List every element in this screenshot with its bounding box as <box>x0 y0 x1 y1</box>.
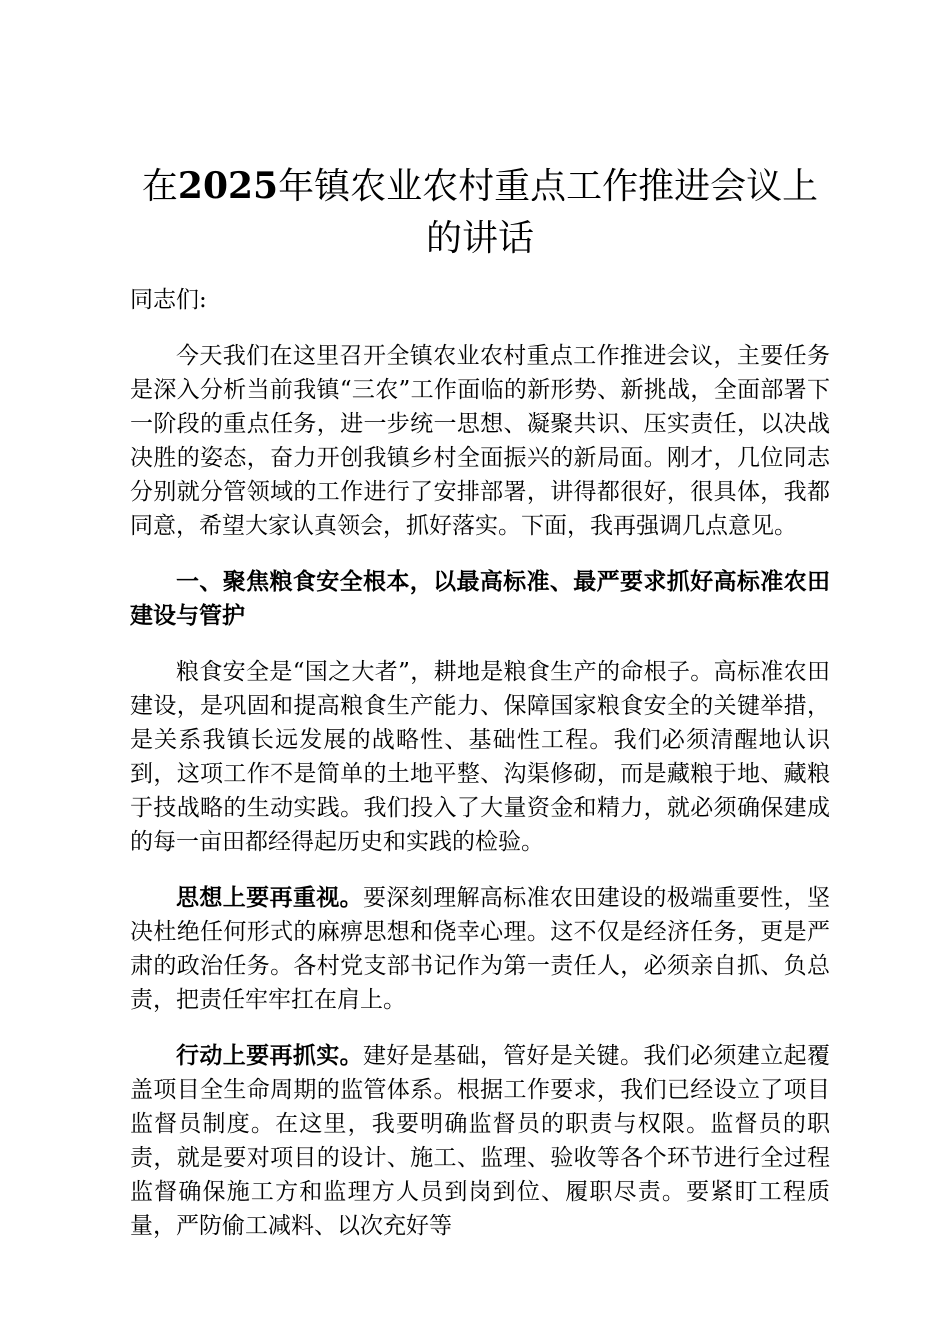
title-year: 2025 <box>177 165 279 207</box>
document-body <box>130 160 830 1265</box>
intro-paragraph: 今天我们在这里召开全镇农业农村重点工作推进会议，主要任务是深入分析当前我镇“三农”工作面临的新形势、新挑战，全面部署下一阶段的重点任务，进一步统一思想、凝聚共识、压实责任，以决战决胜的姿态，奋力开创我镇乡村全面振兴的新局面。刚才，几位同志分别就分管领域的工作进行了安排部署，讲得都很好，很具体，我都同意，希望大家认真领会，抓好落实。下面，我再强调几点意见。 <box>130 343 830 539</box>
salutation: 同志们: <box>130 287 207 313</box>
section-1-heading: 一、聚焦粮食安全根本，以最高标准、最严要求抓好高标准农田建设与管护 <box>130 568 830 629</box>
point-2-text: 建好是基础，管好是关键。我们必须建立起覆盖项目全生命周期的监管体系。根据工作要求，我们已经设立了项目监督员制度。在这里，我要明确监督员的职责与权限。监督员的职责，就是要对项目的设计、施工、监理、验收等各个环节进行全过程监督确保施工方和监理方人员到岗到位、履职尽责。要紧盯工程质量，严防偷工减料、以次充好等 <box>130 1043 831 1239</box>
point-2-lead: 行动上要再抓实。 <box>176 1042 363 1069</box>
title-prefix: 在 <box>141 166 178 207</box>
point-1-lead: 思想上要再重视。 <box>176 884 363 911</box>
document-title <box>130 160 830 265</box>
point-1-paragraph <box>130 881 830 1017</box>
point-1-text: 要深刻理解高标准农田建设的极端重要性，坚决杜绝任何形式的麻痹思想和侥幸心理。这不仅是经济任务，更是严肃的政治任务。各村党支部书记作为第一责任人，必须亲自抓、负总责，把责任牢牢扛在肩上。 <box>130 885 831 1013</box>
section-1-paragraph: 粮食安全是“国之大者”，耕地是粮食生产的命根子。高标准农田建设，是巩固和提高粮食生产能力、保障国家粮食安全的关键举措，是关系我镇长远发展的战略性、基础性工程。我们必须清醒地认识到，这项工作不是简单的土地平整、沟渠修砌，而是藏粮于地、藏粮于技战略的生动实践。我们投入了大量资金和精力，就必须确保建成的每一亩田都经得起历史和实践的检验。 <box>130 659 830 855</box>
point-2-paragraph <box>130 1039 830 1243</box>
title-rest: 年镇农业农村重点工作推进会议上的讲话 <box>278 166 819 259</box>
